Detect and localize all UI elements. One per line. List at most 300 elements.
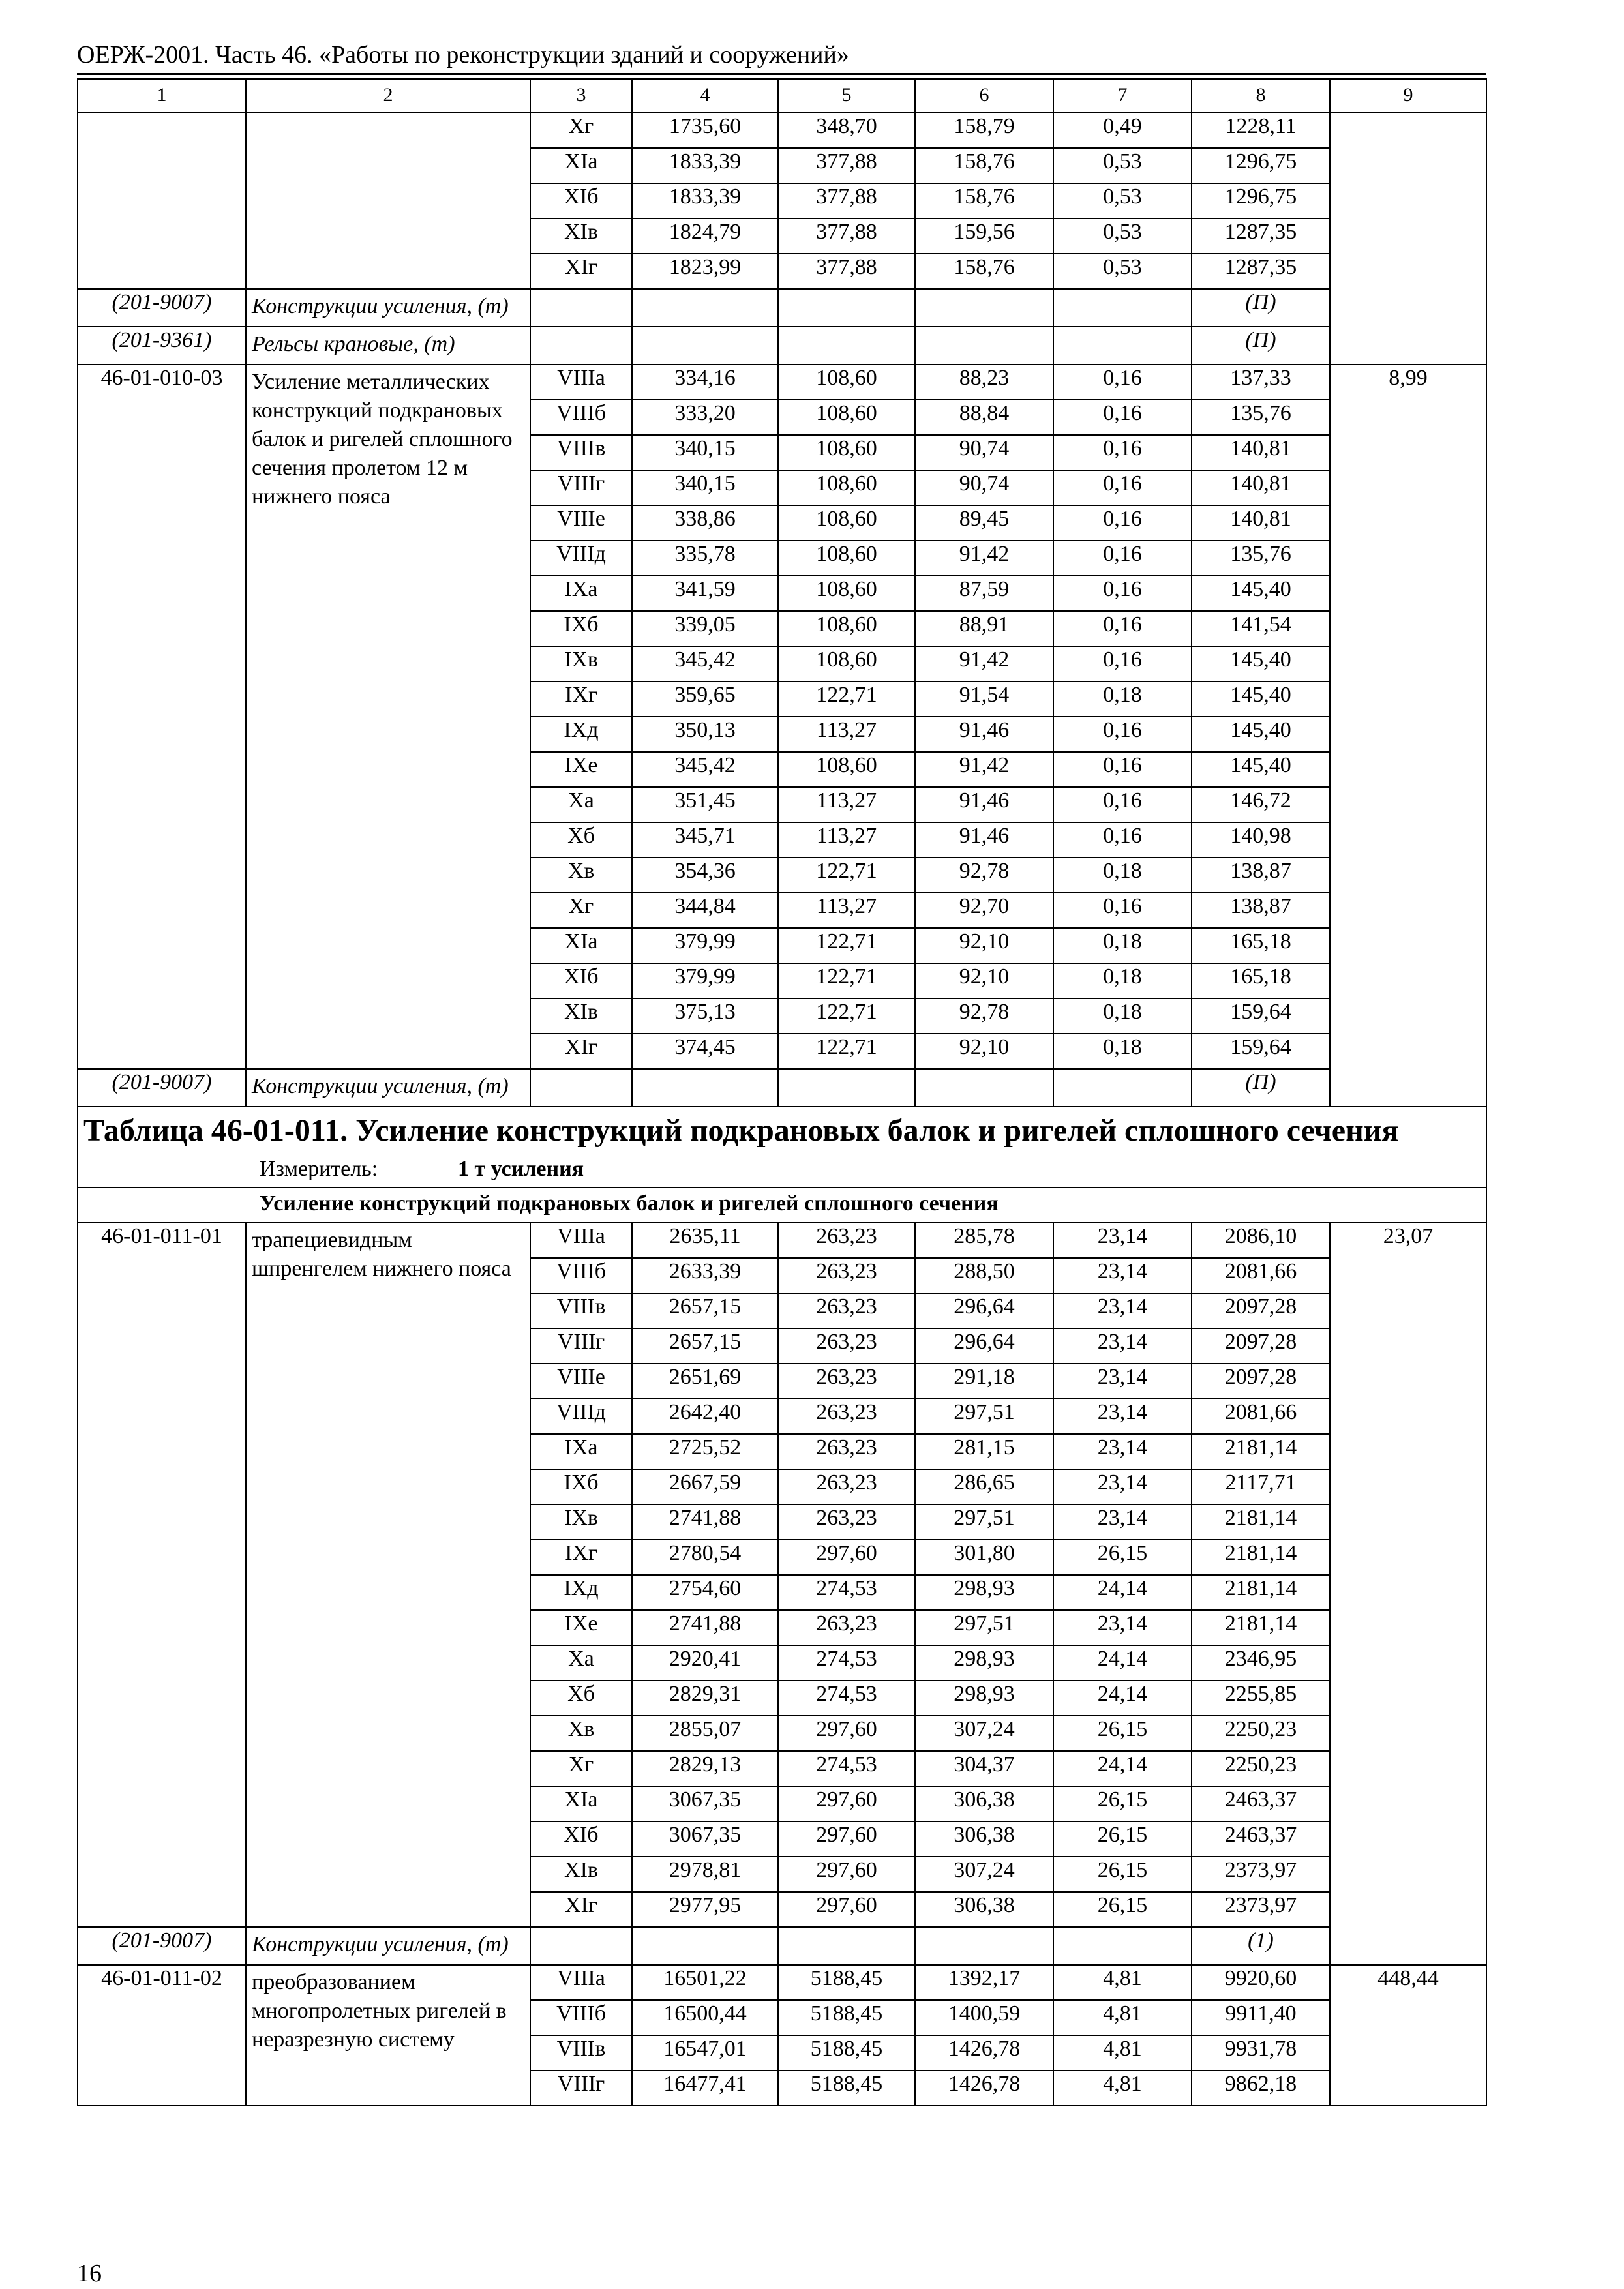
empty-cell: [632, 289, 778, 327]
zone-cell: Xа: [530, 787, 632, 822]
value-cell: 122,71: [778, 928, 915, 963]
zone-cell: IXг: [530, 681, 632, 717]
resource-value: (П): [1192, 327, 1330, 365]
value-cell: 2250,23: [1192, 1716, 1330, 1751]
zone-cell: VIIIа: [530, 365, 632, 400]
value-cell: 297,51: [915, 1504, 1053, 1540]
zone-cell: VIIIе: [530, 1364, 632, 1399]
empty-cell: [632, 1069, 778, 1107]
zone-cell: Xб: [530, 1681, 632, 1716]
table-row: [78, 113, 1486, 148]
value-cell: 288,50: [915, 1258, 1053, 1293]
col9-value: 8,99: [1330, 365, 1486, 1107]
value-cell: 263,23: [778, 1504, 915, 1540]
resource-row: [78, 289, 1486, 327]
value-cell: 122,71: [778, 1034, 915, 1069]
zone-cell: IXд: [530, 717, 632, 752]
value-cell: 297,60: [778, 1540, 915, 1575]
value-cell: 379,99: [632, 928, 778, 963]
value-cell: 92,10: [915, 928, 1053, 963]
value-cell: 339,05: [632, 611, 778, 646]
section-subheading: Усиление конструкций подкрановых балок и ригелей сплошного сечения: [78, 1188, 1486, 1223]
value-cell: 274,53: [778, 1645, 915, 1681]
zone-cell: XIб: [530, 963, 632, 998]
resource-row: [78, 1069, 1486, 1107]
value-cell: 108,60: [778, 611, 915, 646]
value-cell: 2855,07: [632, 1716, 778, 1751]
value-cell: 2657,15: [632, 1293, 778, 1328]
rate-code: 46-01-010-03: [78, 365, 246, 1069]
zone-cell: XIб: [530, 1821, 632, 1857]
value-cell: 297,60: [778, 1857, 915, 1892]
value-cell: 0,16: [1053, 400, 1192, 435]
value-cell: 348,70: [778, 113, 915, 148]
empty-cell: [915, 1069, 1053, 1107]
value-cell: 3067,35: [632, 1786, 778, 1821]
value-cell: 122,71: [778, 998, 915, 1034]
value-cell: 159,64: [1192, 1034, 1330, 1069]
value-cell: 4,81: [1053, 1965, 1192, 2000]
zone-cell: XIг: [530, 1034, 632, 1069]
column-number: 7: [1053, 79, 1192, 113]
value-cell: 9931,78: [1192, 2035, 1330, 2071]
value-cell: 2181,14: [1192, 1575, 1330, 1610]
value-cell: 2097,28: [1192, 1364, 1330, 1399]
value-cell: 1824,79: [632, 218, 778, 254]
empty-cell: [1053, 1927, 1192, 1965]
zone-cell: VIIIа: [530, 1223, 632, 1258]
zone-cell: VIIIб: [530, 1258, 632, 1293]
value-cell: 0,18: [1053, 858, 1192, 893]
value-cell: 2463,37: [1192, 1786, 1330, 1821]
value-cell: 341,59: [632, 576, 778, 611]
value-cell: 2086,10: [1192, 1223, 1330, 1258]
value-cell: 2635,11: [632, 1223, 778, 1258]
value-cell: 263,23: [778, 1258, 915, 1293]
zone-cell: IXб: [530, 611, 632, 646]
zone-cell: Xв: [530, 858, 632, 893]
value-cell: 122,71: [778, 858, 915, 893]
value-cell: 2117,71: [1192, 1469, 1330, 1504]
value-cell: 377,88: [778, 183, 915, 218]
value-cell: 23,14: [1053, 1223, 1192, 1258]
value-cell: 91,46: [915, 717, 1053, 752]
value-cell: 113,27: [778, 787, 915, 822]
value-cell: 91,42: [915, 752, 1053, 787]
column-number: 2: [246, 79, 530, 113]
empty-cell: [1053, 327, 1192, 365]
value-cell: 306,38: [915, 1786, 1053, 1821]
value-cell: 263,23: [778, 1223, 915, 1258]
value-cell: 379,99: [632, 963, 778, 998]
value-cell: 137,33: [1192, 365, 1330, 400]
value-cell: 0,16: [1053, 822, 1192, 858]
value-cell: 296,64: [915, 1293, 1053, 1328]
value-cell: 263,23: [778, 1328, 915, 1364]
value-cell: 281,15: [915, 1434, 1053, 1469]
value-cell: 2667,59: [632, 1469, 778, 1504]
value-cell: 0,16: [1053, 505, 1192, 541]
value-cell: 2829,31: [632, 1681, 778, 1716]
subheading-row: [78, 1188, 1486, 1223]
value-cell: 345,71: [632, 822, 778, 858]
value-cell: 24,14: [1053, 1751, 1192, 1786]
zone-cell: IXб: [530, 1469, 632, 1504]
zone-cell: Xг: [530, 1751, 632, 1786]
value-cell: 291,18: [915, 1364, 1053, 1399]
value-cell: 359,65: [632, 681, 778, 717]
value-cell: 274,53: [778, 1575, 915, 1610]
value-cell: 138,87: [1192, 858, 1330, 893]
value-cell: 23,14: [1053, 1399, 1192, 1434]
value-cell: 158,76: [915, 254, 1053, 289]
value-cell: 2642,40: [632, 1399, 778, 1434]
value-cell: 91,42: [915, 646, 1053, 681]
value-cell: 23,14: [1053, 1434, 1192, 1469]
value-cell: 274,53: [778, 1751, 915, 1786]
value-cell: 344,84: [632, 893, 778, 928]
zone-cell: Xв: [530, 1716, 632, 1751]
resource-value: (П): [1192, 1069, 1330, 1107]
empty-cell: [632, 1927, 778, 1965]
value-cell: 306,38: [915, 1892, 1053, 1927]
value-cell: 2181,14: [1192, 1504, 1330, 1540]
resource-name: Рельсы крановые, (т): [246, 327, 530, 365]
value-cell: 263,23: [778, 1434, 915, 1469]
empty-cell: [778, 1069, 915, 1107]
value-cell: 159,56: [915, 218, 1053, 254]
measure-row: [78, 1152, 1486, 1188]
value-cell: 2829,13: [632, 1751, 778, 1786]
column-number: 1: [78, 79, 246, 113]
zone-cell: IXг: [530, 1540, 632, 1575]
value-cell: 297,60: [778, 1892, 915, 1927]
value-cell: 2346,95: [1192, 1645, 1330, 1681]
zone-cell: IXе: [530, 1610, 632, 1645]
value-cell: 2373,97: [1192, 1892, 1330, 1927]
zone-cell: VIIIг: [530, 1328, 632, 1364]
value-cell: 297,51: [915, 1610, 1053, 1645]
value-cell: 88,23: [915, 365, 1053, 400]
value-cell: 23,14: [1053, 1610, 1192, 1645]
empty-cell: [778, 289, 915, 327]
rates-table-container: [77, 78, 1486, 2106]
value-cell: 1287,35: [1192, 254, 1330, 289]
zone-cell: Xг: [530, 113, 632, 148]
rate-name: преобразованием многопролетных ригелей в неразрезную систему: [246, 1965, 530, 2106]
value-cell: 0,53: [1053, 218, 1192, 254]
resource-name: Конструкции усиления, (т): [246, 289, 530, 327]
value-cell: 0,16: [1053, 717, 1192, 752]
value-cell: 140,98: [1192, 822, 1330, 858]
value-cell: 92,10: [915, 1034, 1053, 1069]
value-cell: 24,14: [1053, 1575, 1192, 1610]
resource-value: (1): [1192, 1927, 1330, 1965]
value-cell: 354,36: [632, 858, 778, 893]
value-cell: 5188,45: [778, 2000, 915, 2035]
table-title: Таблица 46-01-011. Усиление конструкций подкрановых балок и ригелей сплошного сечения: [78, 1107, 1486, 1152]
table-title-row: [78, 1107, 1486, 1152]
zone-cell: VIIIд: [530, 541, 632, 576]
value-cell: 89,45: [915, 505, 1053, 541]
zone-cell: XIг: [530, 254, 632, 289]
value-cell: 2081,66: [1192, 1258, 1330, 1293]
value-cell: 345,42: [632, 752, 778, 787]
value-cell: 140,81: [1192, 435, 1330, 470]
value-cell: 2920,41: [632, 1645, 778, 1681]
value-cell: 92,78: [915, 858, 1053, 893]
value-cell: 1392,17: [915, 1965, 1053, 2000]
resource-name: Конструкции усиления, (т): [246, 1069, 530, 1107]
value-cell: 87,59: [915, 576, 1053, 611]
value-cell: 146,72: [1192, 787, 1330, 822]
zone-cell: VIIIб: [530, 400, 632, 435]
value-cell: 92,78: [915, 998, 1053, 1034]
value-cell: 135,76: [1192, 541, 1330, 576]
rate-code: 46-01-011-02: [78, 1965, 246, 2106]
running-header: ОЕРЖ-2001. Часть 46. «Работы по реконструкции зданий и сооружений»: [77, 41, 849, 68]
value-cell: 88,91: [915, 611, 1053, 646]
resource-row: [78, 327, 1486, 365]
rate-name: трапециевидным шпренгелем нижнего пояса: [246, 1223, 530, 1927]
column-number: 8: [1192, 79, 1330, 113]
value-cell: 298,93: [915, 1575, 1053, 1610]
value-cell: 9862,18: [1192, 2071, 1330, 2106]
resource-row: [78, 1927, 1486, 1965]
value-cell: 23,14: [1053, 1293, 1192, 1328]
value-cell: 2255,85: [1192, 1681, 1330, 1716]
value-cell: 306,38: [915, 1821, 1053, 1857]
value-cell: 0,16: [1053, 752, 1192, 787]
value-cell: 108,60: [778, 435, 915, 470]
value-cell: 2741,88: [632, 1610, 778, 1645]
value-cell: 5188,45: [778, 1965, 915, 2000]
value-cell: 145,40: [1192, 752, 1330, 787]
value-cell: 2741,88: [632, 1504, 778, 1540]
value-cell: 113,27: [778, 717, 915, 752]
value-cell: 145,40: [1192, 646, 1330, 681]
value-cell: 5188,45: [778, 2035, 915, 2071]
value-cell: 2181,14: [1192, 1434, 1330, 1469]
value-cell: 108,60: [778, 752, 915, 787]
value-cell: 2097,28: [1192, 1328, 1330, 1364]
value-cell: 4,81: [1053, 2035, 1192, 2071]
value-cell: 0,16: [1053, 435, 1192, 470]
value-cell: 113,27: [778, 822, 915, 858]
value-cell: 108,60: [778, 541, 915, 576]
measure-value: 1 т усиления: [458, 1157, 584, 1181]
value-cell: 377,88: [778, 218, 915, 254]
zone-cell: XIа: [530, 148, 632, 183]
value-cell: 141,54: [1192, 611, 1330, 646]
col9-value: [1330, 113, 1486, 365]
resource-code: (201-9007): [78, 289, 246, 327]
zone-cell: VIIIв: [530, 1293, 632, 1328]
value-cell: 2081,66: [1192, 1399, 1330, 1434]
column-number: 5: [778, 79, 915, 113]
value-cell: 374,45: [632, 1034, 778, 1069]
value-cell: 88,84: [915, 400, 1053, 435]
value-cell: 91,46: [915, 787, 1053, 822]
value-cell: 304,37: [915, 1751, 1053, 1786]
value-cell: 1823,99: [632, 254, 778, 289]
value-cell: 2977,95: [632, 1892, 778, 1927]
value-cell: 0,53: [1053, 254, 1192, 289]
value-cell: 4,81: [1053, 2071, 1192, 2106]
zone-cell: VIIIв: [530, 2035, 632, 2071]
value-cell: 2780,54: [632, 1540, 778, 1575]
empty-cell: [530, 289, 632, 327]
value-cell: 108,60: [778, 365, 915, 400]
value-cell: 0,18: [1053, 928, 1192, 963]
zone-cell: IXв: [530, 646, 632, 681]
value-cell: 2463,37: [1192, 1821, 1330, 1857]
value-cell: 9911,40: [1192, 2000, 1330, 2035]
value-cell: 122,71: [778, 681, 915, 717]
value-cell: 165,18: [1192, 963, 1330, 998]
value-cell: 2651,69: [632, 1364, 778, 1399]
value-cell: 2657,15: [632, 1328, 778, 1364]
col9-value: 23,07: [1330, 1223, 1486, 1965]
value-cell: 108,60: [778, 505, 915, 541]
empty-cell: [915, 327, 1053, 365]
value-cell: 298,93: [915, 1645, 1053, 1681]
value-cell: 16547,01: [632, 2035, 778, 2071]
zone-cell: IXа: [530, 576, 632, 611]
value-cell: 26,15: [1053, 1716, 1192, 1751]
value-cell: 5188,45: [778, 2071, 915, 2106]
value-cell: 16477,41: [632, 2071, 778, 2106]
value-cell: 1833,39: [632, 183, 778, 218]
value-cell: 138,87: [1192, 893, 1330, 928]
value-cell: 345,42: [632, 646, 778, 681]
value-cell: 0,16: [1053, 787, 1192, 822]
value-cell: 92,70: [915, 893, 1053, 928]
value-cell: 158,76: [915, 148, 1053, 183]
value-cell: 2725,52: [632, 1434, 778, 1469]
value-cell: 0,53: [1053, 148, 1192, 183]
value-cell: 140,81: [1192, 505, 1330, 541]
column-number: 9: [1330, 79, 1486, 113]
value-cell: 26,15: [1053, 1821, 1192, 1857]
value-cell: 91,54: [915, 681, 1053, 717]
value-cell: 2097,28: [1192, 1293, 1330, 1328]
value-cell: 1400,59: [915, 2000, 1053, 2035]
zone-cell: VIIIг: [530, 470, 632, 505]
value-cell: 145,40: [1192, 681, 1330, 717]
zone-cell: IXд: [530, 1575, 632, 1610]
value-cell: 1426,78: [915, 2035, 1053, 2071]
value-cell: 1833,39: [632, 148, 778, 183]
value-cell: 301,80: [915, 1540, 1053, 1575]
value-cell: 377,88: [778, 254, 915, 289]
column-number: 3: [530, 79, 632, 113]
value-cell: 165,18: [1192, 928, 1330, 963]
column-number: 4: [632, 79, 778, 113]
value-cell: 4,81: [1053, 2000, 1192, 2035]
value-cell: 23,14: [1053, 1364, 1192, 1399]
empty-cell: [915, 1927, 1053, 1965]
zone-cell: IXв: [530, 1504, 632, 1540]
value-cell: 91,42: [915, 541, 1053, 576]
value-cell: 23,14: [1053, 1469, 1192, 1504]
resource-name: Конструкции усиления, (т): [246, 1927, 530, 1965]
resource-code: (201-9007): [78, 1069, 246, 1107]
rate-code: 46-01-011-01: [78, 1223, 246, 1927]
value-cell: 263,23: [778, 1364, 915, 1399]
rate-name: Усиление металлических конструкций подкрановых балок и ригелей сплошного сечения пролетом 12 м нижнего пояса: [246, 365, 530, 1069]
value-cell: 340,15: [632, 470, 778, 505]
value-cell: 297,60: [778, 1716, 915, 1751]
value-cell: 0,16: [1053, 576, 1192, 611]
value-cell: 2978,81: [632, 1857, 778, 1892]
value-cell: 108,60: [778, 400, 915, 435]
value-cell: 0,16: [1053, 541, 1192, 576]
value-cell: 350,13: [632, 717, 778, 752]
zone-cell: VIIIб: [530, 2000, 632, 2035]
value-cell: 297,51: [915, 1399, 1053, 1434]
empty-cell: [778, 1927, 915, 1965]
value-cell: 340,15: [632, 435, 778, 470]
value-cell: 263,23: [778, 1610, 915, 1645]
column-number: 6: [915, 79, 1053, 113]
value-cell: 2754,60: [632, 1575, 778, 1610]
zone-cell: Xб: [530, 822, 632, 858]
empty-cell: [778, 327, 915, 365]
zone-cell: XIб: [530, 183, 632, 218]
value-cell: 158,79: [915, 113, 1053, 148]
value-cell: 2181,14: [1192, 1540, 1330, 1575]
value-cell: 0,49: [1053, 113, 1192, 148]
value-cell: 26,15: [1053, 1857, 1192, 1892]
header-rule: [77, 73, 1486, 75]
value-cell: 338,86: [632, 505, 778, 541]
col9-value: 448,44: [1330, 1965, 1486, 2106]
value-cell: 286,65: [915, 1469, 1053, 1504]
value-cell: 108,60: [778, 646, 915, 681]
empty-cell: [530, 1927, 632, 1965]
value-cell: 159,64: [1192, 998, 1330, 1034]
value-cell: 24,14: [1053, 1681, 1192, 1716]
value-cell: 298,93: [915, 1681, 1053, 1716]
resource-code: (201-9007): [78, 1927, 246, 1965]
zone-cell: XIв: [530, 1857, 632, 1892]
empty-cell: [530, 1069, 632, 1107]
empty-cell: [1053, 1069, 1192, 1107]
rates-table: [77, 78, 1487, 2106]
value-cell: 351,45: [632, 787, 778, 822]
value-cell: 0,16: [1053, 646, 1192, 681]
value-cell: 333,20: [632, 400, 778, 435]
page-number: 16: [77, 2260, 102, 2287]
zone-cell: VIIIв: [530, 435, 632, 470]
value-cell: 263,23: [778, 1293, 915, 1328]
value-cell: 92,10: [915, 963, 1053, 998]
value-cell: 145,40: [1192, 576, 1330, 611]
value-cell: 2250,23: [1192, 1751, 1330, 1786]
value-cell: 0,16: [1053, 365, 1192, 400]
zone-cell: VIIIг: [530, 2071, 632, 2106]
value-cell: 3067,35: [632, 1821, 778, 1857]
value-cell: 26,15: [1053, 1892, 1192, 1927]
zone-cell: IXе: [530, 752, 632, 787]
zone-cell: VIIIа: [530, 1965, 632, 2000]
zone-cell: IXа: [530, 1434, 632, 1469]
value-cell: 0,16: [1053, 893, 1192, 928]
zone-cell: XIа: [530, 1786, 632, 1821]
column-number-row: [78, 79, 1486, 113]
zone-cell: XIв: [530, 218, 632, 254]
